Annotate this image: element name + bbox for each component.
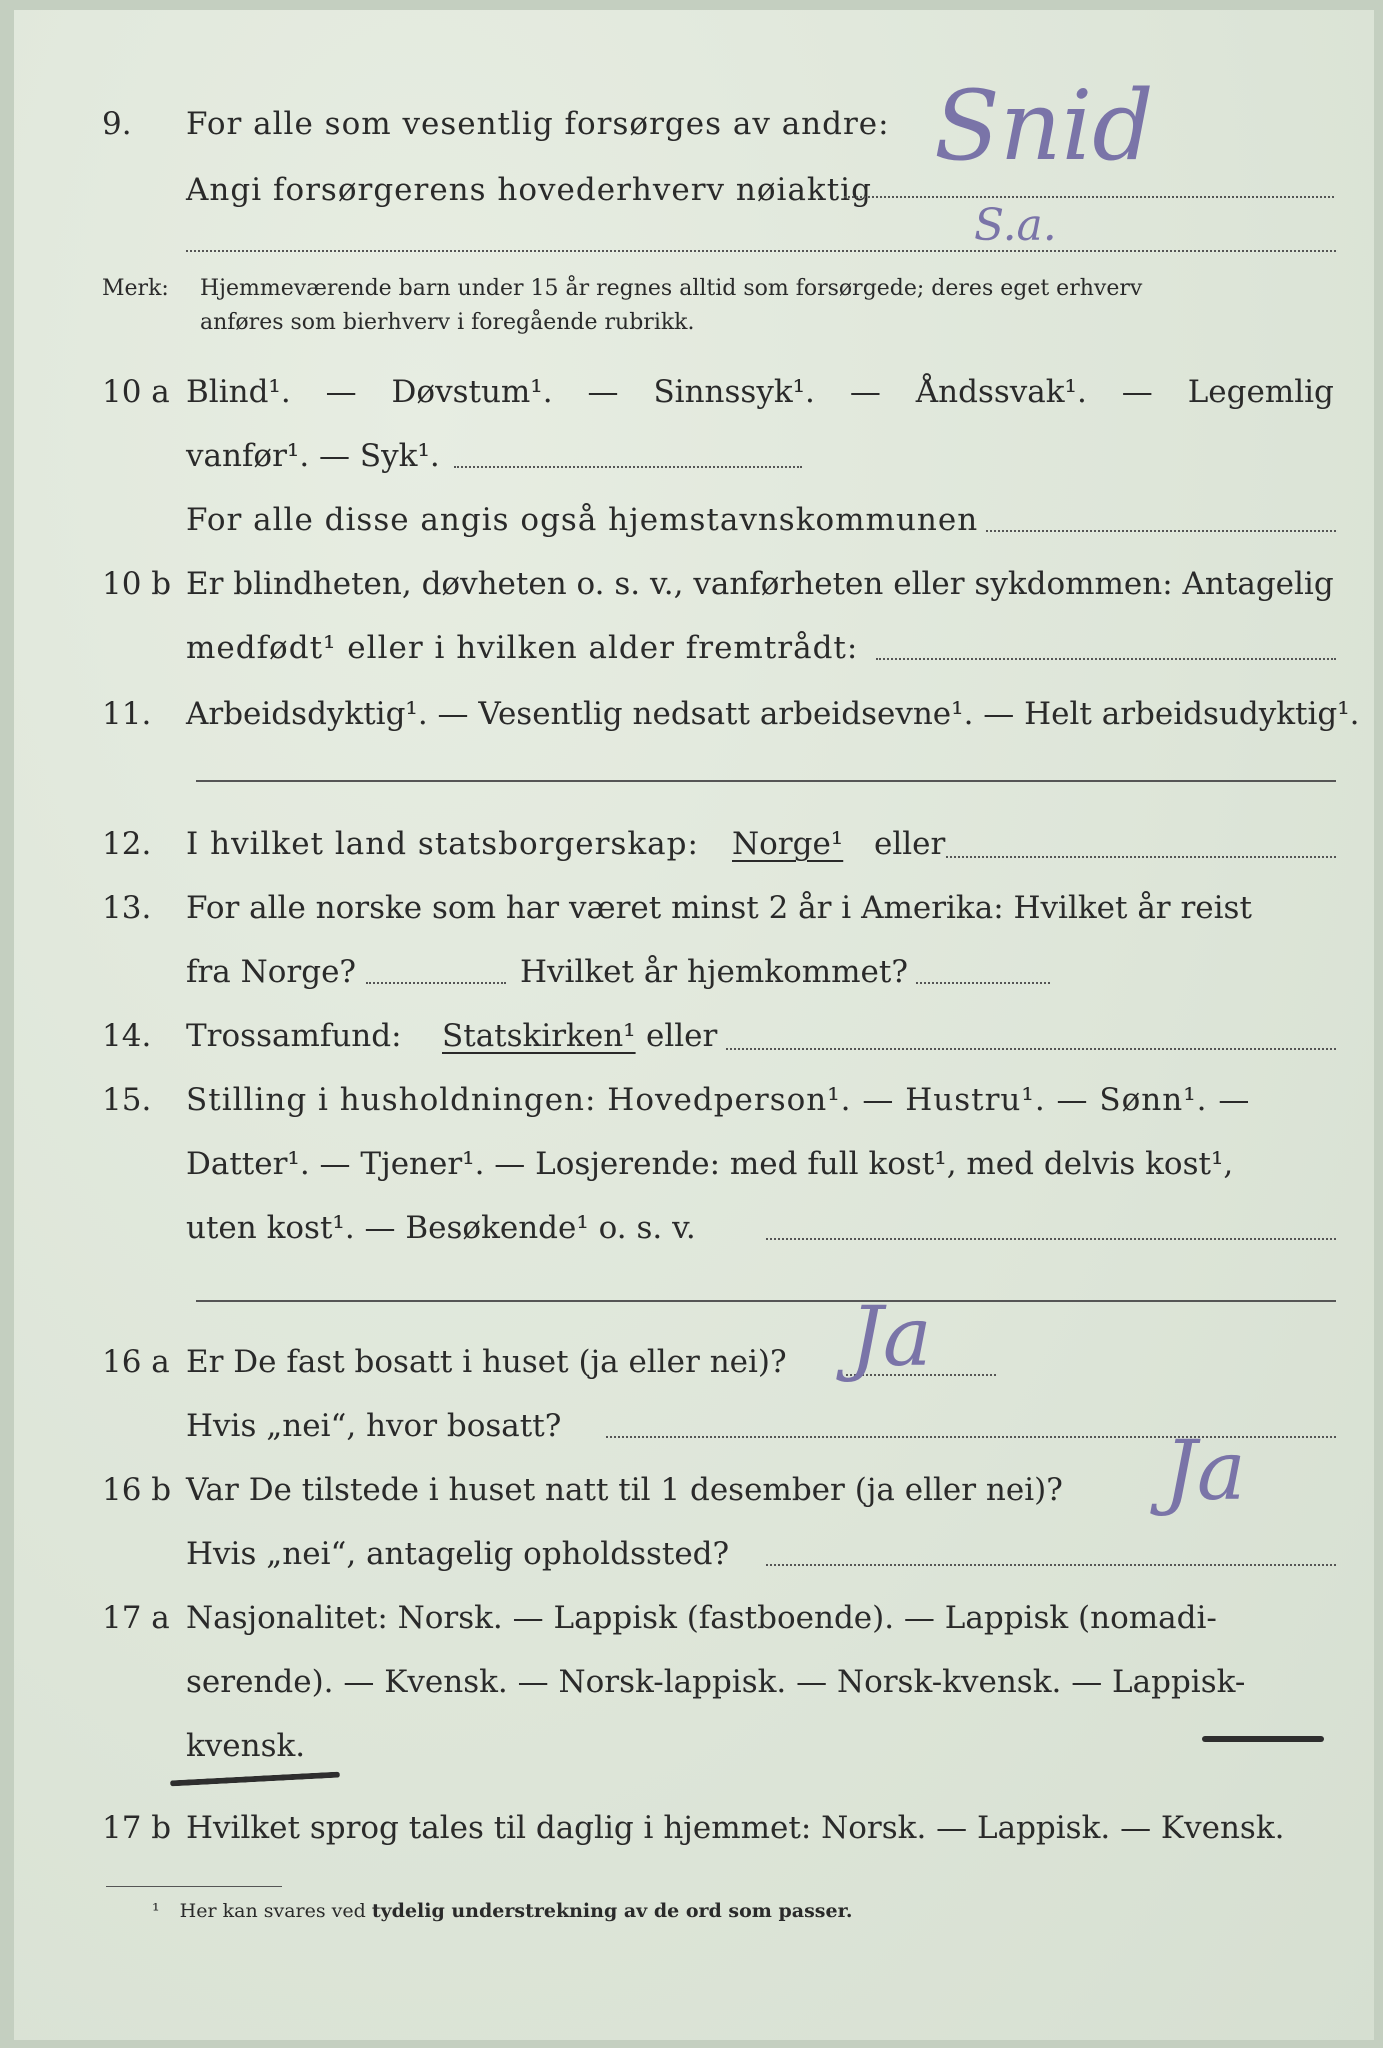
q13-text-2a: fra Norge?: [186, 954, 357, 990]
q16b-text-2: Hvis „nei“, antagelig opholdssted?: [186, 1536, 730, 1572]
footnote-mark: ¹: [152, 1900, 160, 1922]
q13-text-1: For alle norske som har været minst 2 år i Amerika: Hvilket år reist: [186, 890, 1252, 926]
q10a-dash-1: —: [325, 374, 357, 410]
q16a-handwritten-answer: Ja: [850, 1290, 932, 1385]
q11-text-1: Arbeidsdyktig¹. — Vesentlig nedsatt arbeidsevne¹. — Helt arbeidsudyktig¹.: [186, 696, 1360, 732]
q9-number: 9.: [102, 106, 132, 142]
q11-number: 11.: [102, 696, 152, 732]
q9-text-2: Angi forsørgerens hovederhverv nøiaktig: [186, 172, 872, 208]
q10a-option-andssvak: Åndssvak¹.: [915, 374, 1087, 410]
q10a-option-sinnssyk: Sinnssyk¹.: [653, 374, 815, 410]
q16b-number: 16 b: [102, 1472, 172, 1508]
footnote-rule: [106, 1886, 282, 1887]
census-form-page: [14, 10, 1374, 2040]
q16a-text-1: Er De fast bosatt i huset (ja eller nei)?: [186, 1344, 787, 1380]
q10a-line-1: [14, 360, 1344, 424]
q14-tail: eller: [646, 1018, 718, 1054]
q12-option-norge: [732, 812, 843, 876]
q17a-text-2: serende). — Kvensk. — Norsk-lappisk. — Norsk-kvensk. — Lappisk-: [186, 1664, 1246, 1700]
q10a-text-2: vanfør¹. — Syk¹.: [186, 438, 440, 474]
q12-option-norge-underlined: Norge¹: [732, 826, 844, 862]
q12-tail: eller: [874, 826, 946, 862]
q14-number: 14.: [102, 1018, 152, 1054]
q12-text: I hvilket land statsborgerskap:: [186, 826, 699, 862]
q15-number: 15.: [102, 1082, 152, 1118]
q10a-dash-3: —: [849, 374, 881, 410]
q10a-dash-2: —: [587, 374, 619, 410]
q10a-option-blind: Blind¹.: [186, 374, 291, 410]
q14-dots: [726, 1048, 1336, 1050]
q10b-number: 10 b: [102, 566, 172, 602]
q10a-dash-4: —: [1121, 374, 1153, 410]
q16a-dots-1: [846, 1374, 996, 1376]
q16a-dots-2: [606, 1436, 1336, 1438]
q10a-line-2-dots: [454, 466, 802, 468]
q16a-text-2: Hvis „nei“, hvor bosatt?: [186, 1408, 562, 1444]
q10a-line-3-dots: [986, 530, 1336, 532]
q17a-pen-mark-1: [1202, 1736, 1324, 1742]
q10b-text-1: Er blindheten, døvheten o. s. v., vanførheten eller sykdommen: Antagelig: [186, 566, 1334, 602]
q15-text-1: Stilling i husholdningen: Hovedperson¹. — Hustru¹. — Sønn¹. —: [186, 1082, 1251, 1118]
q16a-number: 16 a: [102, 1344, 170, 1380]
q10a-option-legemlig: Legemlig: [1187, 374, 1334, 410]
q16b-dots: [766, 1564, 1336, 1566]
q9-text-1: For alle som vesentlig forsørges av andre:: [186, 106, 890, 142]
q15-rule: [196, 1300, 1336, 1302]
q11-rule-2: [726, 780, 1336, 782]
q10a-option-dovstum: Døvstum¹.: [391, 374, 553, 410]
q14-option-statskirken: [442, 1004, 636, 1068]
q16b-text-1: Var De tilstede i huset natt til 1 desember (ja eller nei)?: [186, 1472, 1063, 1508]
q12-dots: [946, 856, 1336, 858]
q13-text-2b: Hvilket år hjemkommet?: [520, 954, 908, 990]
q13-dots-2: [916, 982, 1050, 984]
q17a-text-3: kvensk.: [186, 1728, 306, 1764]
q10a-options: [186, 360, 1334, 424]
q11-rule-1: [196, 780, 726, 782]
merk-label: Merk:: [102, 276, 169, 301]
q10a-text-3: For alle disse angis også hjemstavnskommunen: [186, 502, 979, 538]
q9-handwritten-answer-2: S.a.: [974, 200, 1057, 251]
footnote-text: Her kan svares ved: [179, 1900, 366, 1922]
q17a-number: 17 a: [102, 1600, 170, 1636]
q17b-number: 17 b: [102, 1810, 172, 1846]
footnote: [152, 1900, 852, 1922]
q17a-text-1: Nasjonalitet: Norsk. — Lappisk (fastboende). — Lappisk (nomadi-: [186, 1600, 1217, 1636]
q9-handwritten-answer: Snid: [934, 70, 1154, 182]
q10b-line-2-dots: [876, 658, 1336, 660]
merk-text-2: anføres som bierhverv i foregående rubrikk.: [200, 310, 695, 335]
footnote-bold-text: tydelig understrekning av de ord som passer.: [371, 1900, 853, 1922]
q9-second-dots: [186, 250, 1336, 252]
q9-answer-dots: [844, 196, 1334, 198]
q14-text: Trossamfund:: [186, 1018, 402, 1054]
q10b-text-2: medfødt¹ eller i hvilken alder fremtrådt:: [186, 630, 859, 666]
q12-number: 12.: [102, 826, 152, 862]
q10a-number: 10 a: [102, 374, 170, 410]
q17b-text-1: Hvilket sprog tales til daglig i hjemmet: Norsk. — Lappisk. — Kvensk.: [186, 1810, 1285, 1846]
q15-dots: [766, 1238, 1336, 1240]
merk-text-1: Hjemmeværende barn under 15 år regnes alltid som forsørgede; deres eget erhverv: [200, 276, 1143, 301]
q13-dots-1: [366, 982, 506, 984]
q13-number: 13.: [102, 890, 152, 926]
q15-text-2: Datter¹. — Tjener¹. — Losjerende: med full kost¹, med delvis kost¹,: [186, 1146, 1234, 1182]
q14-option-statskirken-underlined: Statskirken¹: [442, 1018, 636, 1054]
q15-text-3: uten kost¹. — Besøkende¹ o. s. v.: [186, 1210, 696, 1246]
q16b-handwritten-answer: Ja: [1164, 1424, 1246, 1519]
